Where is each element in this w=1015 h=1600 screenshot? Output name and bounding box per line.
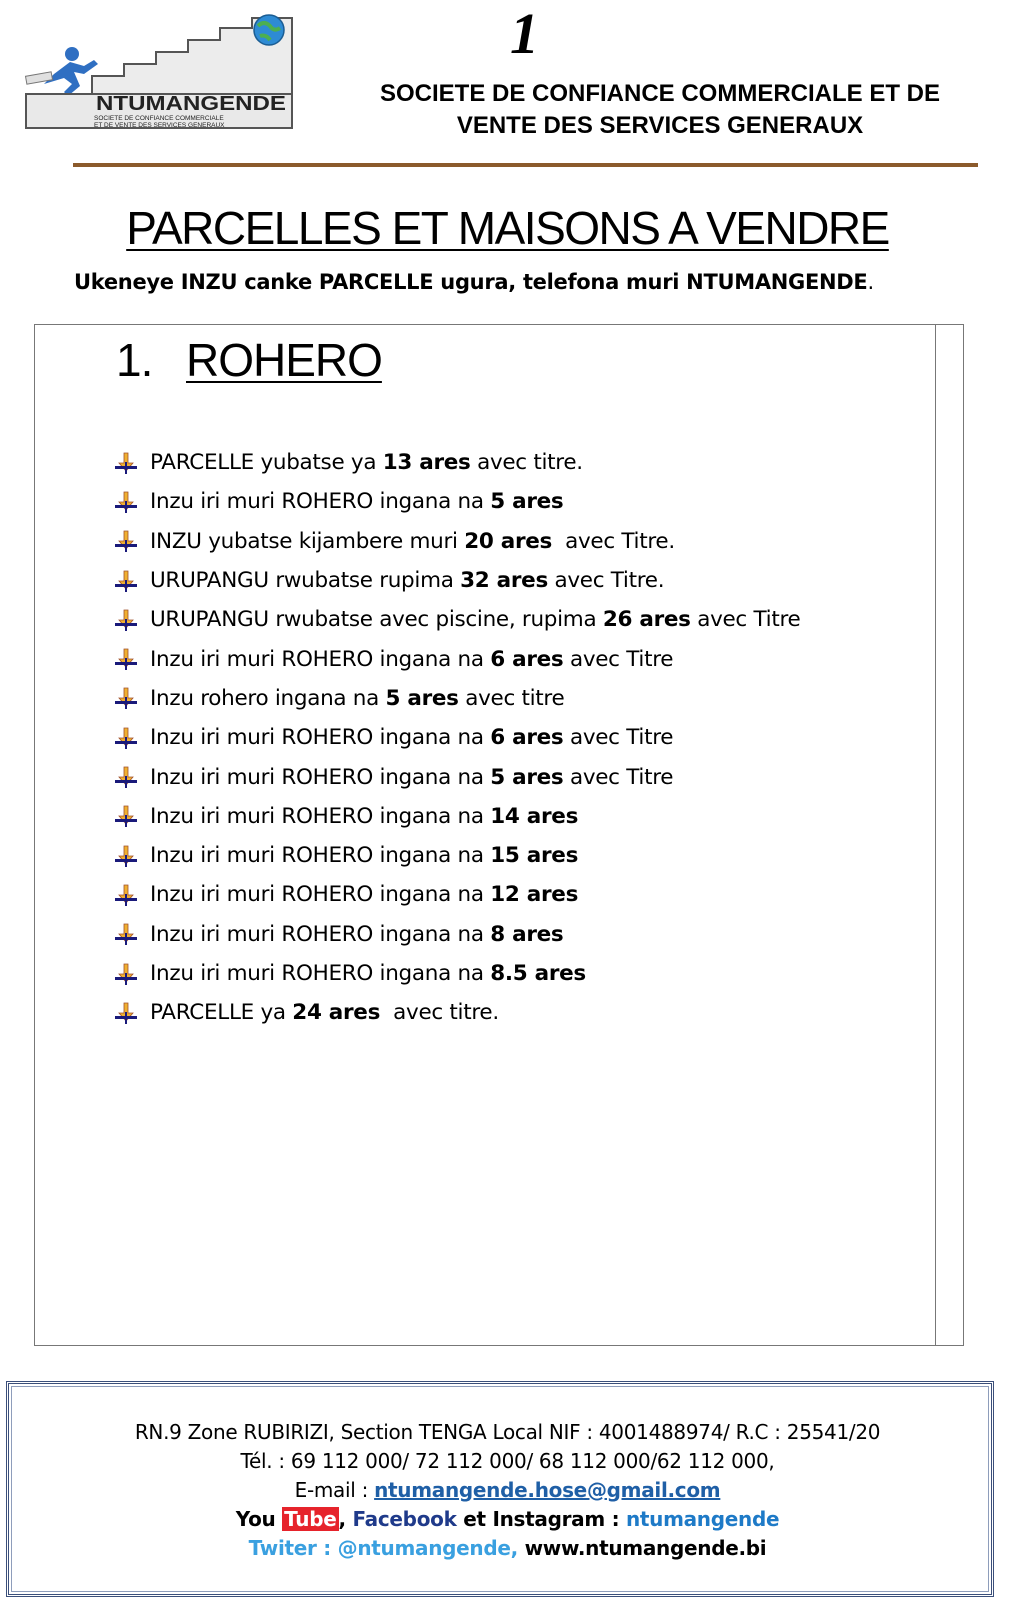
list-item: INZU yubatse kijambere muri 20 ares avec Titre. [114, 522, 800, 561]
arrow-bullet-icon [114, 883, 138, 907]
list-item: Inzu iri muri ROHERO ingana na 14 ares [114, 797, 800, 836]
arrow-bullet-icon [114, 765, 138, 789]
svg-text:ET DE VENTE DES SERVICES GENER: ET DE VENTE DES SERVICES GENERAUX [94, 122, 225, 129]
arrow-bullet-icon [114, 962, 138, 986]
property-list [114, 443, 800, 1032]
svg-text:NTUMANGENDE: NTUMANGENDE [96, 93, 286, 115]
list-item: Inzu rohero ingana na 5 ares avec titre [114, 679, 800, 718]
arrow-bullet-icon [114, 490, 138, 514]
facebook-label: Facebook [345, 1507, 457, 1531]
arrow-bullet-icon [114, 686, 138, 710]
website-link[interactable]: www.ntumangende.bi [517, 1536, 767, 1560]
arrow-bullet-icon [114, 451, 138, 475]
runner-icon [26, 47, 98, 96]
company-name-line1: SOCIETE DE CONFIANCE COMMERCIALE ET DE [379, 80, 941, 107]
list-item: Inzu iri muri ROHERO ingana na 12 ares [114, 875, 800, 914]
list-item: Inzu iri muri ROHERO ingana na 8.5 ares [114, 954, 800, 993]
youtube-tube-label: Tube [284, 1507, 337, 1531]
company-name-line2: VENTE DES SERVICES GENERAUX [456, 112, 864, 139]
company-name [345, 78, 975, 142]
list-item: Inzu iri muri ROHERO ingana na 8 ares [114, 915, 800, 954]
arrow-bullet-icon [114, 922, 138, 946]
footer-web-line [0, 1534, 1015, 1562]
page-title: PARCELLES ET MAISONS A VENDRE [126, 202, 889, 254]
list-item: Inzu iri muri ROHERO ingana na 5 ares [114, 482, 800, 521]
footer-address: RN.9 Zone RUBIRIZI, Section TENGA Local NIF : 4001488974/ R.C : 25541/20 [134, 1420, 881, 1444]
section-name: ROHERO [186, 334, 382, 386]
page-subtitle: Ukeneye INZU canke PARCELLE ugura, telefona muri NTUMANGENDE. [74, 270, 874, 294]
arrow-bullet-icon [114, 726, 138, 750]
email-link[interactable]: ntumangende.hose@gmail.com [374, 1478, 721, 1502]
list-item: PARCELLE ya 24 ares avec titre. [114, 993, 800, 1032]
social-handle: ntumangende [625, 1507, 780, 1531]
arrow-bullet-icon [114, 844, 138, 868]
svg-text:SOCIETE DE CONFIANCE COMMERCIA: SOCIETE DE CONFIANCE COMMERCIALE [94, 115, 224, 122]
panel-inner-rule [935, 325, 936, 1345]
company-logo [24, 14, 304, 134]
list-item: Inzu iri muri ROHERO ingana na 6 ares avec Titre [114, 639, 800, 678]
arrow-bullet-icon [114, 608, 138, 632]
header-divider [73, 163, 978, 167]
list-item: Inzu iri muri ROHERO ingana na 5 ares avec Titre [114, 757, 800, 796]
list-item: Inzu iri muri ROHERO ingana na 15 ares [114, 836, 800, 875]
footer-email-line: E-mail : ntumangende.hose@gmail.com [294, 1478, 721, 1502]
list-item: URUPANGU rwubatse rupima 32 ares avec Titre. [114, 561, 800, 600]
arrow-bullet-icon [114, 647, 138, 671]
section-heading [116, 330, 382, 390]
list-item: URUPANGU rwubatse avec piscine, rupima 26 ares avec Titre [114, 600, 800, 639]
twitter-handle: Twiter : @ntumangende, [248, 1536, 518, 1560]
page-number: 1 [510, 1, 539, 66]
arrow-bullet-icon [114, 1001, 138, 1025]
logo-graphic [24, 14, 304, 134]
arrow-bullet-icon [114, 529, 138, 553]
arrow-bullet-icon [114, 804, 138, 828]
footer-phones: Tél. : 69 112 000/ 72 112 000/ 68 112 000/62 112 000, [240, 1449, 775, 1473]
section-number: 1. [116, 334, 153, 386]
list-item: Inzu iri muri ROHERO ingana na 6 ares avec Titre [114, 718, 800, 757]
footer-social-line: You Tube , Facebook et Instagram : ntumangende [235, 1507, 780, 1531]
arrow-bullet-icon [114, 569, 138, 593]
list-item: PARCELLE yubatse ya 13 ares avec titre. [114, 443, 800, 482]
